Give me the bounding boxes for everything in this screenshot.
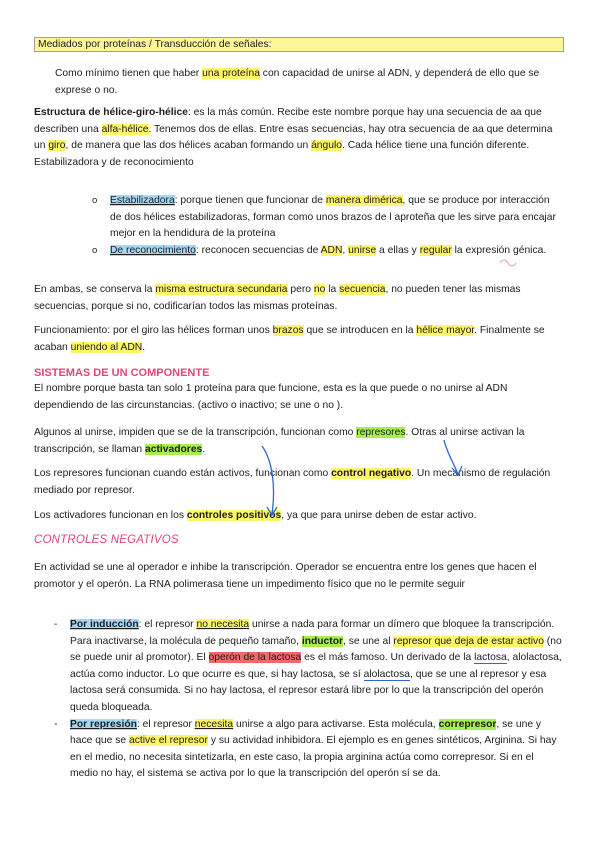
heading-title: Mediados por proteínas / Transducción de señales: (38, 39, 272, 50)
highlight: correpresor (438, 718, 497, 730)
text: con capacidad de unirse al ADN, y dependerá de ello que se exprese o no. (55, 68, 540, 96)
highlight: manera dimérica (325, 195, 403, 206)
highlight: misma estructura secundaria (155, 284, 288, 295)
text: a ellas y (376, 244, 420, 256)
highlight: operón de la lactosa (208, 652, 302, 664)
highlight: ángulo (311, 140, 342, 152)
highlight: unirse (348, 244, 377, 256)
text: la expresión génica. (451, 244, 547, 256)
text: . (142, 341, 146, 353)
highlight: represores (356, 427, 406, 438)
squiggle-mark (500, 260, 516, 266)
highlight: no (313, 284, 326, 295)
item-label-represion: Por represión (70, 718, 137, 730)
text: : porque tienen que funcionar de (174, 195, 326, 206)
arrow-to-control-negativo (444, 440, 458, 474)
text: , que se produce por interacción de dos hélices estabilizadoras, forman como unos brazos de l aproteña que les sirve para encajar mejor en la hendidura de la proteína (110, 195, 556, 240)
text: . Finalmente se acaban (34, 325, 545, 353)
text: y su actividad inhibidora. El ejemplo es en genes sintéticos, Arginina. Si hay en el medio, no necesita sintetizarla, en este caso, la propia arginina actúa como correpresor. Si en el medio no hay, el sistema se activa por lo que la transcripción del operón sí se da. (70, 735, 557, 780)
text: : reconocen secuencias de (195, 244, 321, 256)
text: Los represores funcionan cuando están activos, funcionan como (34, 468, 332, 479)
text: , de manera que las dos hélices acaban formando un (65, 140, 312, 152)
sistemas-intro: El nombre porque basta tan solo 1 proteína para que funcione, esta es la que puede o no unirse al ADN dependiendo de las circunstancias. (activo o inactivo; se une o no ). (34, 383, 508, 411)
text: unirse a nada para formar un dímero que bloquee la transcripción. Para inactivarse, la molécula de pequeño tamaño, (70, 619, 555, 647)
text: Algunos al unirse, impiden que se de la transcripción, funcionan como (34, 427, 357, 438)
highlight: brazos (272, 325, 304, 336)
highlight: represor que deja de estar activo (393, 635, 544, 647)
highlight: controles positivos (186, 510, 282, 521)
pen-underline: lactosa (474, 652, 507, 664)
arrow-to-controles-positivos (262, 446, 274, 514)
highlight: no necesita (196, 619, 250, 630)
highlight: hélice mayor (416, 325, 475, 336)
highlight: control negativo (331, 468, 412, 479)
text: unirse a algo para activarse. Esta molécula, (233, 718, 439, 730)
text: , alolactosa, actúa como inductor. Lo que ocurre es que, si hay lactosa, se sí (70, 652, 562, 680)
text: Funcionamiento: por el giro las hélices forman unos (34, 325, 273, 336)
highlight: necesita (194, 718, 234, 730)
dash-marker: - (54, 619, 58, 630)
text: , que se une al represor y esa lactosa será consumida. Si no hay lactosa, el represor estará libre por lo que la transcripción del operón queda bloqueada. (70, 668, 547, 713)
text: : el represor (138, 619, 197, 630)
text: Los activadores funcionan en los (34, 510, 187, 521)
estructura-label: Estructura de hélice-giro-hélice (34, 107, 188, 118)
controles-intro: En actividad se une al operador e inhibe la transcripción. Operador se encuentra entre los genes que hacen el promotor y el operón. La RNA polimerasa tiene un impedimento físico que no le permite seguir (34, 562, 537, 590)
pen-underline: alolactosa (363, 668, 411, 680)
text: la (325, 284, 340, 295)
text: es el más famoso. Un derivado de la (301, 652, 475, 664)
highlight: giro (48, 140, 66, 152)
highlight: regular (419, 244, 452, 256)
highlight: una proteína (202, 68, 260, 79)
text: (no se puede unir al promotor). El (70, 635, 562, 664)
highlight: active el represor (128, 735, 208, 747)
text: . Un mecanismo de regulación mediado por represor. (34, 468, 551, 496)
highlight: uniendo al ADN (70, 341, 143, 353)
dash-marker: - (54, 718, 58, 730)
text: que se introducen en la (303, 325, 417, 336)
section-title-sistemas: SISTEMAS DE UN COMPONENTE (34, 367, 210, 379)
text: pero (287, 284, 314, 295)
text: . Otras al unirse activan la transcripción, se llaman (34, 427, 525, 455)
section-title-controles: CONTROLES NEGATIVOS (34, 534, 179, 546)
text: En ambas, se conserva la (34, 284, 156, 295)
item-label-induccion: Por inducción (70, 619, 139, 630)
text: , se une y hace que se (70, 718, 542, 747)
text: , se une al (343, 635, 394, 647)
bullet-label-estabilizadora: Estabilizadora (110, 195, 175, 206)
text: . Cada hélice tiene una función diferente. Estabilizadora y de reconocimiento (34, 140, 530, 168)
text: , (342, 244, 349, 256)
text: : es la más común. Recibe este nombre porque hay una secuencia de aa que describen una (34, 107, 542, 135)
highlight: alfa-hélice (101, 123, 149, 135)
text: . (202, 443, 206, 455)
text: Como mínimo tienen que haber (55, 68, 203, 79)
text: : el represor (136, 718, 195, 730)
highlight: inductor (301, 635, 344, 647)
highlight: ADN (320, 244, 343, 256)
highlight: activadores (145, 443, 203, 455)
highlight: secuencia (339, 284, 386, 295)
text: . Tenemos dos de ellas. Entre esas secuencias, hay otra secuencia de aa que determina un (34, 123, 553, 152)
bullet-label-reconocimiento: De reconocimiento (110, 244, 196, 256)
text: , ya que para unirse deben de estar activo. (281, 510, 477, 521)
text: , no pueden tener las mismas secuencias, porque si no, codificarían todos las mismas proteínas. (34, 284, 521, 312)
